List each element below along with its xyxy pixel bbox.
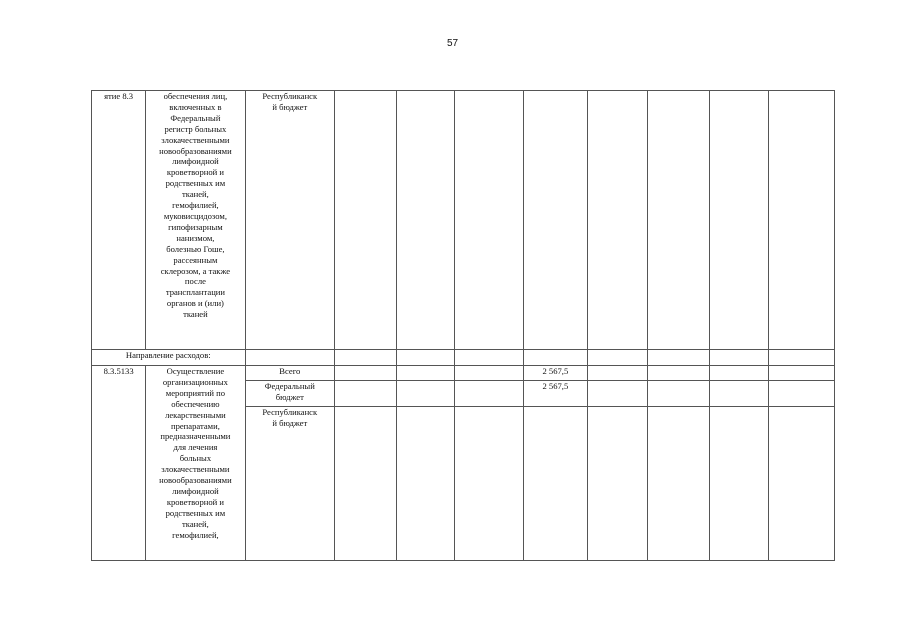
page-number: 57 — [446, 38, 459, 49]
value-cell — [768, 381, 834, 407]
value-cell — [334, 366, 396, 381]
value-cell — [397, 91, 455, 350]
funding-source-cell: Федеральный бюджет — [245, 381, 334, 407]
value-cell — [710, 91, 768, 350]
value-cell — [587, 91, 647, 350]
value-cell — [334, 350, 396, 366]
value-cell — [768, 91, 834, 350]
value-cell — [397, 407, 455, 561]
value-cell — [648, 350, 710, 366]
item-name-cell: Осуществление организационных мероприятий по обеспечению лекарственными препаратами, предназначенными для лечения больных злокачественными новообразованиями лимфоидной кроветворной и родственных им тканей, гемофилией, — [146, 366, 245, 561]
item-code-cell: 8.3.5133 — [92, 366, 146, 561]
value-cell — [768, 366, 834, 381]
table-row — [92, 91, 835, 350]
empty-cell — [245, 350, 334, 366]
value-cell — [587, 407, 647, 561]
value-cell — [455, 407, 523, 561]
measure-code-cell: ятие 8.3 — [92, 91, 146, 350]
value-cell — [648, 91, 710, 350]
funding-source-cell: Республиканск й бюджет — [245, 91, 334, 350]
value-cell — [710, 366, 768, 381]
value-cell — [523, 350, 587, 366]
value-cell — [455, 381, 523, 407]
value-cell — [334, 91, 396, 350]
table-row — [92, 350, 835, 366]
value-cell — [648, 366, 710, 381]
value-cell — [455, 350, 523, 366]
value-cell — [587, 381, 647, 407]
budget-table — [91, 90, 835, 561]
value-cell — [710, 407, 768, 561]
value-cell — [455, 366, 523, 381]
value-cell — [455, 91, 523, 350]
value-cell — [397, 350, 455, 366]
value-cell — [648, 407, 710, 561]
value-cell — [587, 366, 647, 381]
amount-cell: 2 567,5 — [523, 366, 587, 381]
value-cell — [334, 407, 396, 561]
value-cell — [768, 350, 834, 366]
funding-source-cell: Всего — [245, 366, 334, 381]
table-row — [92, 366, 835, 381]
amount-cell — [523, 407, 587, 561]
value-cell — [648, 381, 710, 407]
value-cell — [587, 350, 647, 366]
value-cell — [397, 366, 455, 381]
value-cell — [334, 381, 396, 407]
direction-label-cell: Направление расходов: — [92, 350, 246, 366]
value-cell — [710, 350, 768, 366]
amount-cell: 2 567,5 — [523, 381, 587, 407]
value-cell — [523, 91, 587, 350]
measure-name-cell: обеспечения лиц, включенных в Федеральный регистр больных злокачественными новообразованиями лимфоидной кроветворной и родственных им тканей, гемофилией, муковисцидозом, гипофизарным нанизмом, болезнью Гоше, рассеянным склерозом, а также после трансплантации органов и (или) тканей — [146, 91, 245, 350]
value-cell — [710, 381, 768, 407]
value-cell — [397, 381, 455, 407]
value-cell — [768, 407, 834, 561]
funding-source-cell: Республиканск й бюджет — [245, 407, 334, 561]
